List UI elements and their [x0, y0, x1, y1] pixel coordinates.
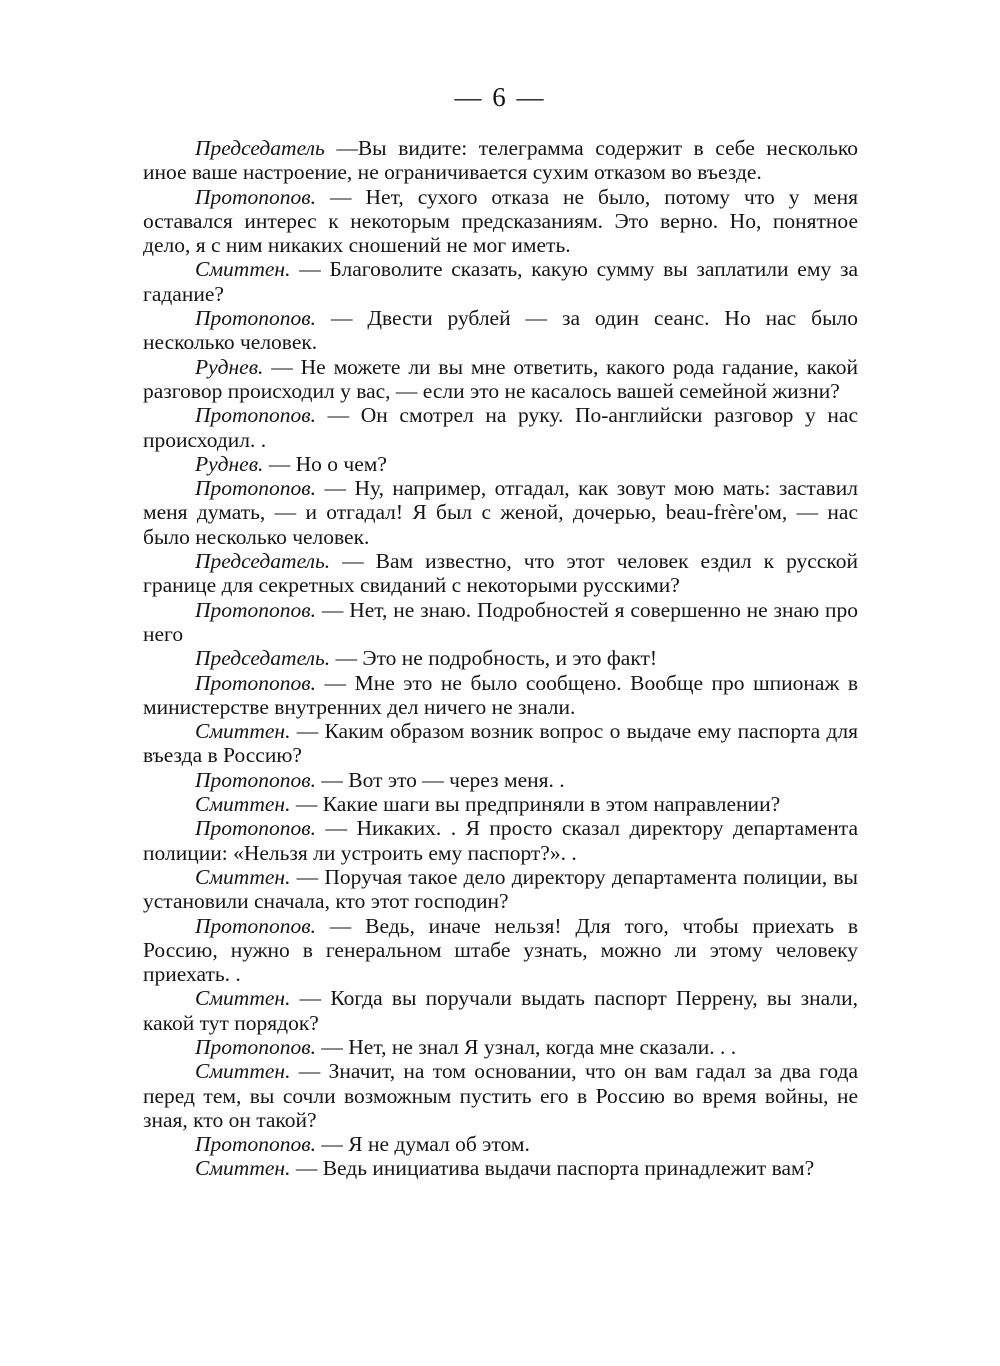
speaker-name: Смиттен. [195, 986, 291, 1011]
paragraph [143, 1059, 858, 1132]
speaker-name: Председатель. [195, 646, 331, 671]
paragraph [143, 355, 858, 404]
paragraph [143, 1035, 858, 1059]
speech-text: — Ведь, иначе нельзя! Для того, чтобы приехать в Россию, нужно в генеральном штабе узнать, можно ли этому человеку приехать. . [143, 913, 858, 987]
speaker-name: Протопопов. [195, 670, 317, 695]
speaker-name: Смиттен. [195, 1156, 291, 1181]
speech-text: — Каким образом возник вопрос о выдаче ему паспорта для въезда в Россию? [143, 719, 858, 768]
speaker-name: Протопопов. [195, 816, 317, 841]
speech-text: — Ведь инициатива выдачи паспорта принадлежит вам? [290, 1156, 815, 1181]
paragraph [143, 792, 858, 816]
speech-text: — Нет, не знал Я узнал, когда мне сказали. . . [316, 1034, 737, 1059]
speech-text: — Вам известно, что этот человек ездил к русской границе для секретных свиданий с некоторыми русскими? [143, 549, 858, 598]
speech-text: — Значит, на том основании, что он вам гадал за два года перед тем, вы сочли возможным пустить его в Россию во время войны, не зная, кто он такой? [143, 1059, 858, 1132]
paragraph [143, 403, 858, 452]
speaker-name: Смиттен. [195, 864, 291, 889]
paragraph [143, 306, 858, 355]
speech-text: — Благоволите сказать, какую сумму вы заплатили ему за гадание? [143, 257, 858, 306]
speech-text: — Он смотрел на руку. По-английски разговор у нас происходил. . [143, 403, 858, 452]
speaker-name: Протопопов. [195, 184, 317, 209]
paragraph [143, 549, 858, 598]
speech-text: — Нет, сухого отказа не было, потому что у меня оставался интерес к некоторым предсказаниям. Это верно. Но, понятное дело, я с ним никаких сношений не мог иметь. [143, 184, 858, 258]
paragraph [143, 136, 858, 185]
speaker-name: Смиттен. [195, 792, 291, 817]
speech-text: — Ну, например, отгадал, как зовут мою мать: заставил меня думать, — и отгадал! Я был с женой, дочерью, beau-frère'ом, — нас было несколько человек. [143, 476, 858, 549]
speaker-name: Руднев. [195, 354, 264, 379]
speaker-name: Смиттен. [195, 719, 291, 744]
speech-text: — Никаких. . Я просто сказал директору департамента полиции: «Нельзя ли устроить ему паспорт?». . [143, 816, 858, 865]
speech-text: — Вот это — через меня. . [316, 767, 565, 792]
paragraph [143, 257, 858, 306]
paragraph [143, 1132, 858, 1156]
paragraph [143, 476, 858, 549]
paragraph [143, 865, 858, 914]
speaker-name: Протопопов. [195, 306, 317, 331]
speech-text: — Какие шаги вы предприняли в этом направлении? [290, 792, 781, 817]
paragraph [143, 185, 858, 258]
paragraph [143, 671, 858, 720]
speech-text: — Поручая такое дело директору департамента полиции, вы установили сначала, кто этот господин? [143, 864, 858, 914]
paragraph [143, 768, 858, 792]
speech-text: — Но о чем? [263, 451, 387, 476]
paragraph [143, 914, 858, 987]
speech-text: — Когда вы поручали выдать паспорт Перрену, вы знали, какой тут порядок? [143, 986, 858, 1035]
speech-text: —Вы видите: телеграмма содержит в себе несколько иное ваше настроение, не ограничивается сухим отказом во въезде. [143, 136, 858, 185]
speaker-name: Руднев. [195, 451, 264, 476]
speech-text: — Нет, не знаю. Подробностей я совершенно не знаю про него [143, 597, 858, 646]
speaker-name: Смиттен. [195, 257, 291, 282]
paragraph [143, 646, 858, 670]
speech-text: — Не можете ли вы мне ответить, какого рода гадание, какой разговор происходил у вас, — если это не касалось вашей семейной жизни? [143, 354, 858, 403]
speaker-name: Председатель [195, 136, 325, 160]
speaker-name: Протопопов. [195, 476, 317, 501]
paragraph [143, 598, 858, 647]
speech-text: — Двести рублей — за один сеанс. Но нас было несколько человек. [143, 306, 858, 355]
paragraph [143, 1156, 858, 1180]
speech-text: — Мне это не было сообщено. Вообще про шпионаж в министерстве внутренних дел ничего не знали. [143, 670, 858, 719]
speaker-name: Протопопов. [195, 913, 317, 938]
paragraph [143, 452, 858, 476]
paragraph [143, 719, 858, 768]
speaker-name: Протопопов. [195, 403, 317, 428]
speech-text: — Это не подробность, и это факт! [330, 646, 658, 671]
speaker-name: Смиттен. [195, 1059, 291, 1084]
speaker-name: Протопопов. [195, 1132, 317, 1157]
speaker-name: Протопопов. [195, 1034, 317, 1059]
speaker-name: Протопопов. [195, 597, 317, 622]
paragraph [143, 986, 858, 1035]
speaker-name: Протопопов. [195, 767, 317, 792]
transcript-body [143, 136, 858, 1181]
speech-text: — Я не думал об этом. [316, 1132, 530, 1157]
paragraph [143, 816, 858, 865]
speaker-name: Председатель. [195, 549, 331, 574]
page-number: — 6 — [454, 82, 546, 112]
